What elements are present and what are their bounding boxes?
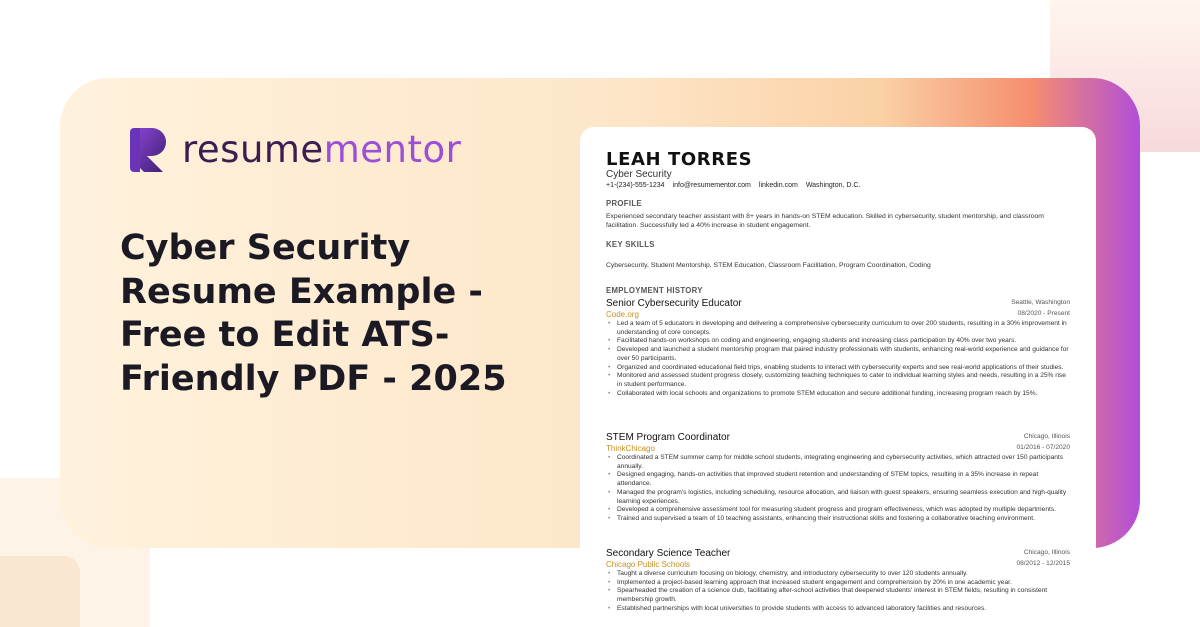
page-headline: Cyber Security Resume Example - Free to Edit ATS-Friendly PDF - 2025 <box>120 228 507 399</box>
contact-linkedin: linkedin.com <box>758 182 798 189</box>
brand-word-resume: resume <box>182 128 324 171</box>
job-bullet: • Organized and coordinated educational field trips, enabling students to interact with cybersecurity experts and see real-world applications of their studies. <box>606 364 1070 373</box>
job-bullet: • Developed and launched a student mentorship program that paired industry professionals with students, enhancing real-world experience and guidance for over 50 participants. <box>606 346 1070 363</box>
job-bullet: • Trained and supervised a team of 10 teaching assistants, enhancing their instructional skills and fostering a collaborative teaching environment. <box>606 515 1070 524</box>
job-title: STEM Program Coordinator <box>606 432 730 443</box>
job-title: Secondary Science Teacher <box>606 548 731 559</box>
job-bullet: • Taught a diverse curriculum focusing on biology, chemistry, and introductory cybersecurity to over 120 students annually. <box>606 570 1070 579</box>
job-title: Senior Cybersecurity Educator <box>606 298 742 309</box>
job-bullet: • Coordinated a STEM summer camp for middle school students, integrating engineering and cybersecurity activities, which attracted over 150 participants annually. <box>606 454 1070 471</box>
job-location: Chicago, Illinois <box>1023 549 1070 556</box>
job-location: Seattle, Washington <box>1011 299 1070 306</box>
logo-mark-icon <box>130 128 166 172</box>
profile-heading: PROFILE <box>606 199 642 208</box>
resume-name: LEAH TORRES <box>606 149 753 170</box>
brand-wordmark <box>182 128 461 172</box>
contact-phone: +1-(234)-555-1234 <box>606 182 665 189</box>
job-dates: 01/2016 - 07/2020 <box>1016 444 1070 451</box>
job-bullet: • Implemented a project-based learning approach that increased student engagement and comprehension by 20% in one academic year. <box>606 579 1070 588</box>
job-bullet: • Facilitated hands-on workshops on coding and engineering, engaging students and increasing class participation by 40% over two years. <box>606 337 1070 346</box>
contact-email: info@resumementor.com <box>672 182 751 189</box>
job-bullet: • Collaborated with local schools and organizations to promote STEM education and secure additional funding, increasing program reach by 15%. <box>606 390 1070 399</box>
brand-logo[interactable] <box>130 128 461 172</box>
job-bullet: • Monitored and assessed student progress closely, customizing teaching techniques to cater to individual learning styles and needs, resulting in a 25% rise in student performance. <box>606 372 1070 389</box>
job-company: Chicago Public Schools <box>606 560 691 569</box>
job-company: ThinkChicago <box>606 444 655 453</box>
job-bullet: • Established partnerships with local universities to provide students with access to advanced laboratory facilities and resources. <box>606 605 1070 614</box>
job-bullets <box>606 570 1070 614</box>
job-location: Chicago, Illinois <box>1023 433 1070 440</box>
job-bullet: • Spearheaded the creation of a science club, facilitating after-school activities that deepened students' interest in STEM fields, resulting in consistent membership growth. <box>606 587 1070 604</box>
job-company: Code.org <box>606 310 639 319</box>
job-bullets <box>606 454 1070 524</box>
resume-preview[interactable] <box>580 127 1096 627</box>
brand-word-mentor: mentor <box>323 128 462 171</box>
job-dates: 08/2012 - 12/2015 <box>1016 560 1070 567</box>
profile-text: Experienced secondary teacher assistant with 8+ years in hands-on STEM education. Skilled in cybersecurity, student mentorship, and classroom facilitation. Successfully led a 40% increase in student engagement. <box>606 213 1044 229</box>
skills-text: Cybersecurity, Student Mentorship, STEM Education, Classroom Facilitation, Program Coordination, Coding <box>606 262 931 269</box>
resume-contact <box>606 182 868 189</box>
employment-heading: EMPLOYMENT HISTORY <box>606 286 703 295</box>
job-dates: 08/2020 - Present <box>1017 310 1070 317</box>
job-bullets <box>606 320 1070 398</box>
contact-location: Washington, D.C. <box>805 182 861 189</box>
job-bullet: • Developed a comprehensive assessment tool for measuring student progress and program effectiveness, which was adopted by multiple departments. <box>606 506 1070 515</box>
job-bullet: • Led a team of 5 educators in developing and delivering a comprehensive cybersecurity curriculum to over 200 students, resulting in a 30% improvement in understanding of core concepts. <box>606 320 1070 337</box>
job-bullet: • Designed engaging, hands-on activities that improved student retention and understanding of STEM topics, resulting in a 35% increase in repeat attendance. <box>606 471 1070 488</box>
resume-role: Cyber Security <box>606 169 672 180</box>
job-bullet: • Managed the program's logistics, including scheduling, resource allocation, and liaison with guest speakers, ensuring seamless execution and high-quality learning experiences. <box>606 489 1070 506</box>
skills-heading: KEY SKILLS <box>606 240 655 249</box>
decor-bottom-left-inner <box>0 556 80 627</box>
